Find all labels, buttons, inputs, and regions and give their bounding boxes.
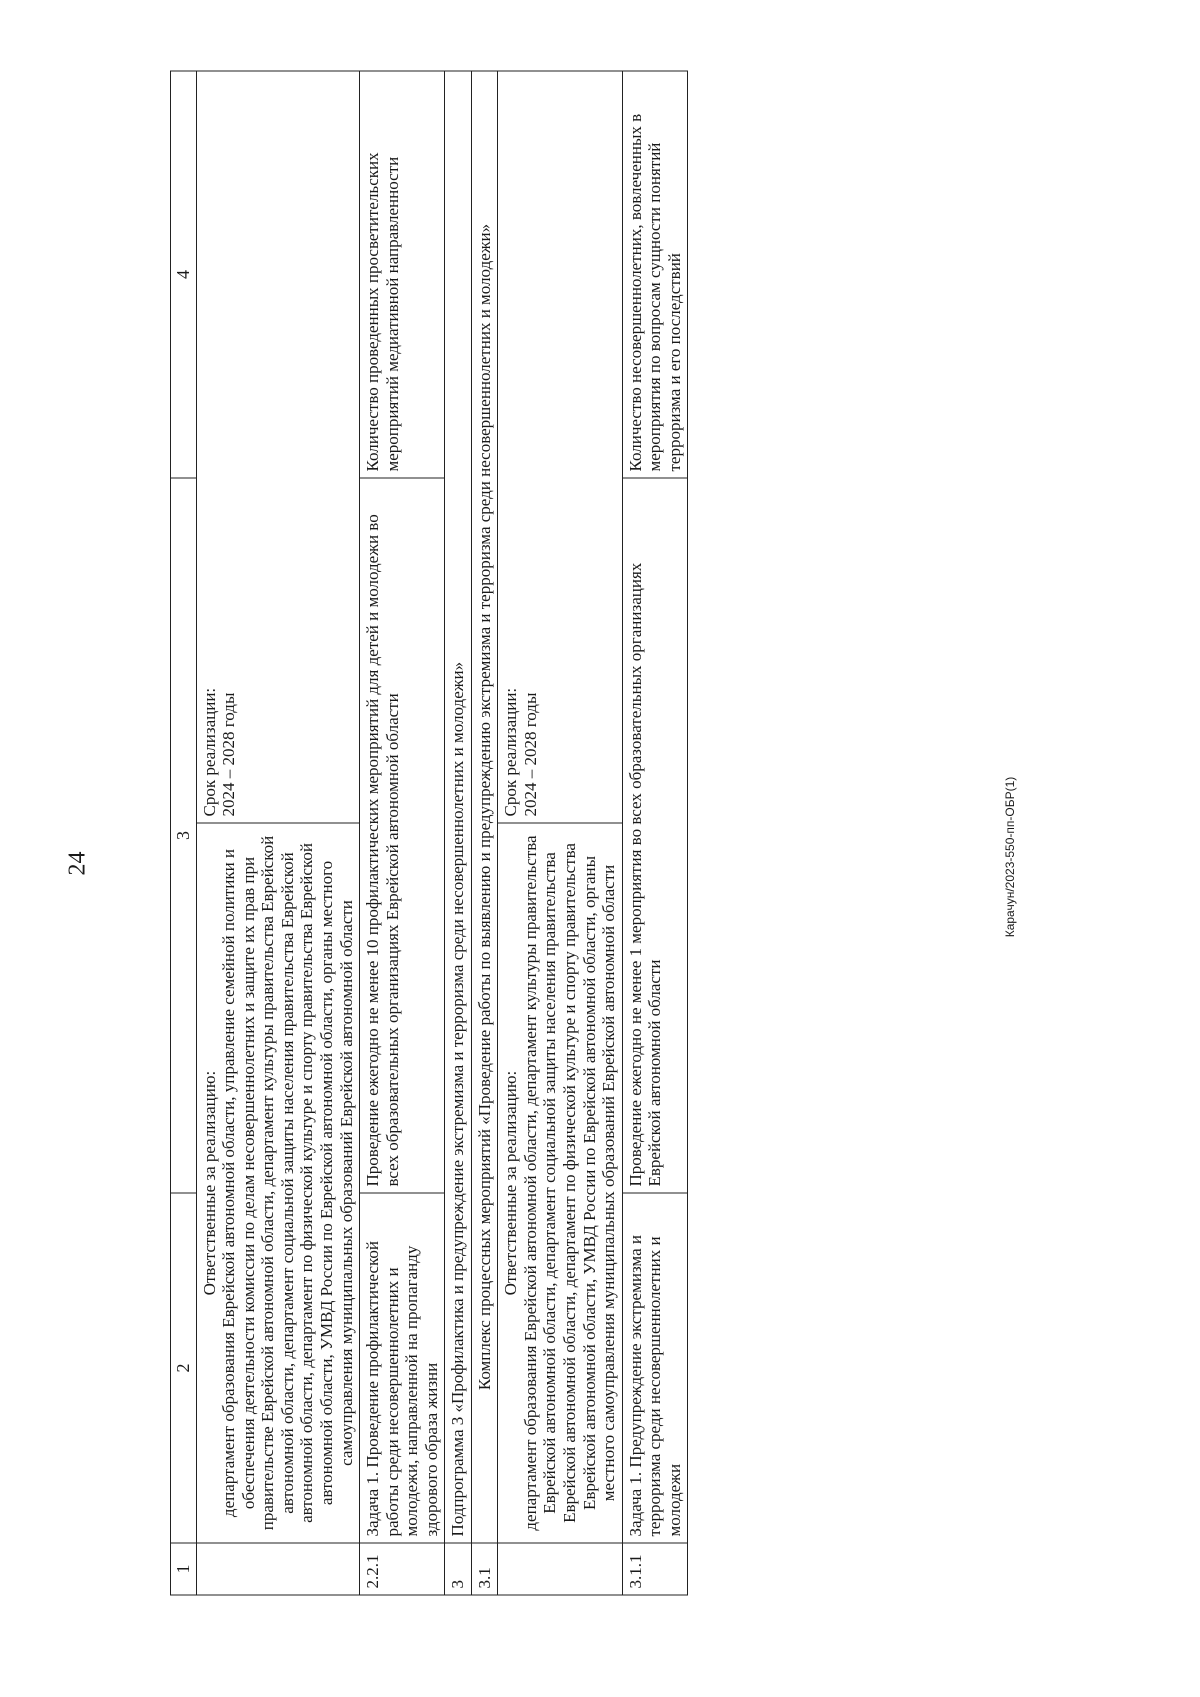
row-number: 3.1: [471, 1543, 498, 1595]
responsible-cell: [196, 823, 359, 1543]
responsible-cell: [498, 823, 622, 1543]
program-table: [170, 70, 688, 1595]
responsible-body: департамент образования Еврейской автономной области, управление семейной политики и обеспечения деятельности комиссии по делам несовершеннолетних и защите их прав при правительстве Еврейской автономной области, департамент культуры правительства Еврейской автономной области, департамент социальной защиты населения правительства Еврейской автономной области, департамент по физической культуре и спорту правительства Еврейской автономной области, УМВД России по Еврейской автономной области, органы местного самоуправления муниципальных образований Еврейской автономной области: [219, 835, 356, 1530]
result-cell: Проведение ежегодно не менее 1 мероприятия во всех образовательных организациях Еврейской автономной области: [622, 478, 688, 1193]
complex-row: [471, 71, 498, 1595]
responsible-body: департамент образования Еврейской автономной области, департамент культуры правительства Еврейской автономной области, департамент социальной защиты населения правительства Еврейской автономной области, департамент по физической культуре и спорту правительства Еврейской автономной области, УМВД России по Еврейской автономной области, органы местного самоуправления муниципальных образований Еврейской автономной области: [520, 834, 619, 1531]
task-cell: Задача 1. Предупреждение экстремизма и терроризма среди несовершеннолетних и молодежи: [622, 1193, 688, 1543]
header-col-1: 1: [171, 1543, 197, 1595]
table-row: [622, 71, 688, 1595]
page-number: 24: [64, 851, 91, 876]
header-col-3: 3: [171, 478, 197, 1193]
document-code: Карачун/2023-550-пп-ОБР(1): [1003, 776, 1017, 938]
empty-cell: [498, 1543, 622, 1595]
result-cell: Проведение ежегодно не менее 10 профилактических мероприятий для детей и молодежи во всех образовательных организациях Еврейской автономной области: [360, 478, 445, 1193]
responsible-title: Ответственные за реализацию:: [199, 1070, 219, 1295]
term-cell: Срок реализации: 2024 – 2028 годы: [196, 71, 359, 823]
indicator-cell: Количество проведенных просветительских мероприятий медиативной направленности: [360, 71, 445, 478]
term-cell: Срок реализации: 2024 – 2028 годы: [498, 71, 622, 823]
task-cell: Задача 1. Проведение профилактической работы среди несовершеннолетних и молодежи, направленной на пропаганду здорового образа жизни: [360, 1193, 445, 1543]
header-row: [171, 71, 197, 1595]
subprogram-title: Подпрограмма 3 «Профилактика и предупреждение экстремизма и терроризма среди несовершеннолетних и молодежи»: [445, 71, 472, 1543]
table-row: [360, 71, 445, 1595]
row-number: 2.2.1: [360, 1543, 445, 1595]
row-number: 3: [445, 1543, 472, 1595]
indicator-cell: Количество несовершеннолетних, вовлеченных в мероприятия по вопросам сущности понятий терроризма и его последствий: [622, 71, 688, 478]
row-number: 3.1.1: [622, 1543, 688, 1595]
empty-cell: [196, 1543, 359, 1595]
subprogram-row: [445, 71, 472, 1595]
responsible-row-1: [196, 71, 359, 1595]
header-col-2: 2: [171, 1193, 197, 1543]
responsible-title: Ответственные за реализацию:: [501, 1070, 521, 1295]
rotated-table-container: [170, 70, 1130, 1595]
complex-title: Комплекс процессных мероприятий «Проведение работы по выявлению и предупреждению экстремизма и терроризма среди несовершеннолетних и молодежи»: [471, 71, 498, 1543]
responsible-row-2: [498, 71, 622, 1595]
table-wrapper: [170, 70, 1130, 1595]
header-col-4: 4: [171, 71, 197, 478]
